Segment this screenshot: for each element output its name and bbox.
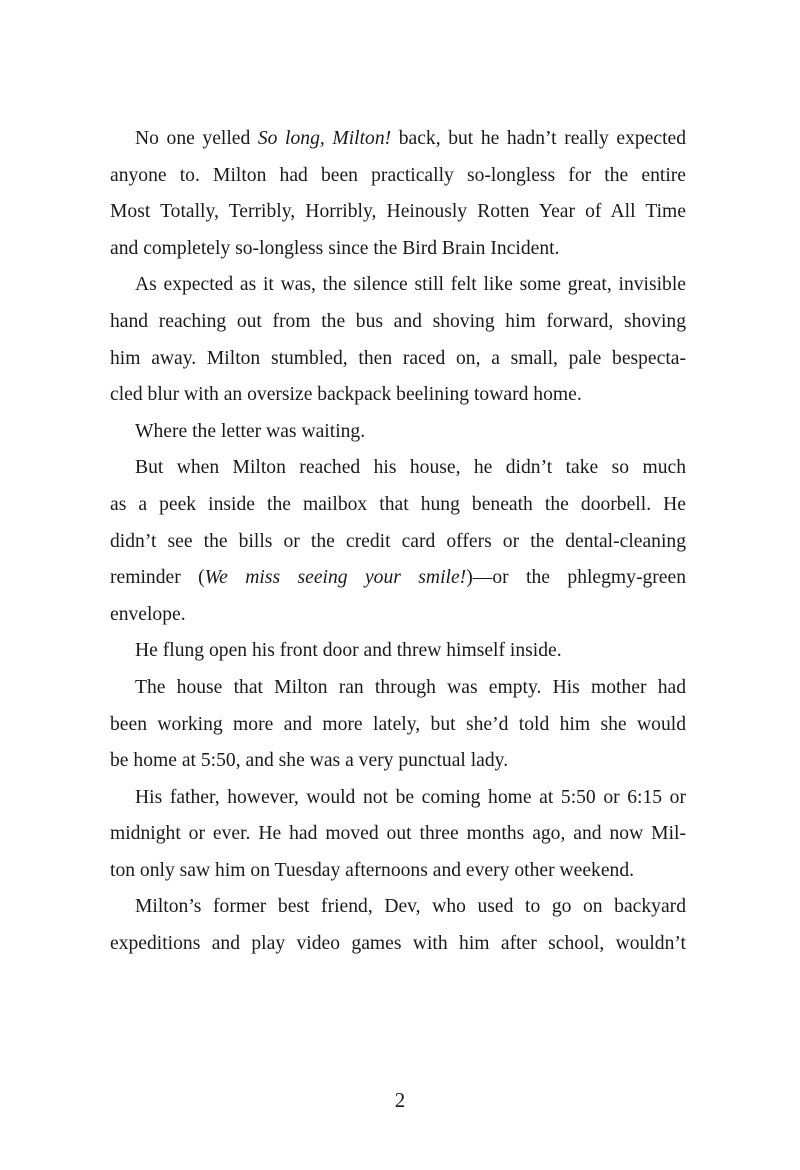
- text-run: anyone to. Milton had been practically so-longless for the entire: [110, 164, 686, 186]
- text-line: [110, 707, 686, 744]
- text-line: [110, 560, 686, 597]
- text-run: reminder (: [110, 567, 205, 589]
- paragraph: [110, 414, 686, 451]
- text-run: Most Totally, Terribly, Horribly, Heinously Rotten Year of All Time: [110, 201, 686, 223]
- text-line: [110, 414, 686, 451]
- text-run: envelope.: [110, 603, 186, 625]
- italic-text: We miss seeing your smile!: [204, 567, 467, 589]
- text-run: didn’t see the bills or the credit card offers or the dental-cleaning: [110, 530, 686, 552]
- text-line: [110, 158, 686, 195]
- text-line: [110, 304, 686, 341]
- paragraph: [110, 889, 686, 962]
- text-run: As expected as it was, the silence still felt like some great, invisible: [135, 274, 686, 296]
- text-run: him away. Milton stumbled, then raced on, a small, pale bespecta-: [110, 347, 686, 369]
- text-line: [110, 341, 686, 378]
- text-line: [110, 853, 686, 890]
- text-line: [110, 597, 686, 634]
- text-run: Milton’s former best friend, Dev, who used to go on backyard: [135, 896, 686, 918]
- text-run: expeditions and play video games with him after school, wouldn’t: [110, 933, 686, 955]
- text-run: His father, however, would not be coming home at 5:50 or 6:15 or: [135, 786, 686, 808]
- text-line: [110, 194, 686, 231]
- text-run: No one yelled: [135, 128, 258, 149]
- text-line: [110, 121, 686, 158]
- text-run: cled blur with an oversize backpack beelining toward home.: [110, 384, 582, 406]
- paragraph: [110, 121, 686, 267]
- paragraph: [110, 267, 686, 413]
- text-line: [110, 524, 686, 561]
- text-run: He flung open his front door and threw himself inside.: [135, 640, 562, 662]
- paragraph: [110, 450, 686, 633]
- text-run: ton only saw him on Tuesday afternoons and every other weekend.: [110, 859, 635, 881]
- text-run: midnight or ever. He had moved out three months ago, and now Mil-: [110, 823, 686, 845]
- text-run: hand reaching out from the bus and shoving him forward, shoving: [110, 310, 686, 332]
- text-line: [110, 231, 686, 268]
- text-line: [110, 487, 686, 524]
- paragraph: [110, 670, 686, 780]
- text-run: and completely so-longless since the Bird Brain Incident.: [110, 237, 560, 259]
- page-number: 2: [394, 1088, 406, 1112]
- text-run: been working more and more lately, but she’d told him she would: [110, 713, 686, 735]
- text-line: [110, 267, 686, 304]
- text-line: [110, 780, 686, 817]
- text-line: [110, 450, 686, 487]
- text-line: [110, 743, 686, 780]
- text-line: [110, 633, 686, 670]
- text-run: Where the letter was waiting.: [135, 420, 366, 442]
- text-line: [110, 670, 686, 707]
- text-line: [110, 926, 686, 963]
- italic-text: So long, Milton!: [257, 128, 392, 149]
- text-run: But when Milton reached his house, he didn’t take so much: [135, 457, 686, 479]
- text-line: [110, 889, 686, 926]
- paragraph: [110, 780, 686, 890]
- text-run: The house that Milton ran through was empty. His mother had: [135, 676, 686, 698]
- text-run: as a peek inside the mailbox that hung beneath the doorbell. He: [110, 493, 686, 515]
- text-run: back, but he hadn’t really expected: [391, 128, 686, 149]
- text-run: )—or the phlegmy-green: [466, 567, 686, 589]
- text-line: [110, 816, 686, 853]
- paragraph: [110, 633, 686, 670]
- text-run: be home at 5:50, and she was a very punctual lady.: [110, 750, 509, 772]
- text-line: [110, 377, 686, 414]
- page-body: [110, 121, 686, 963]
